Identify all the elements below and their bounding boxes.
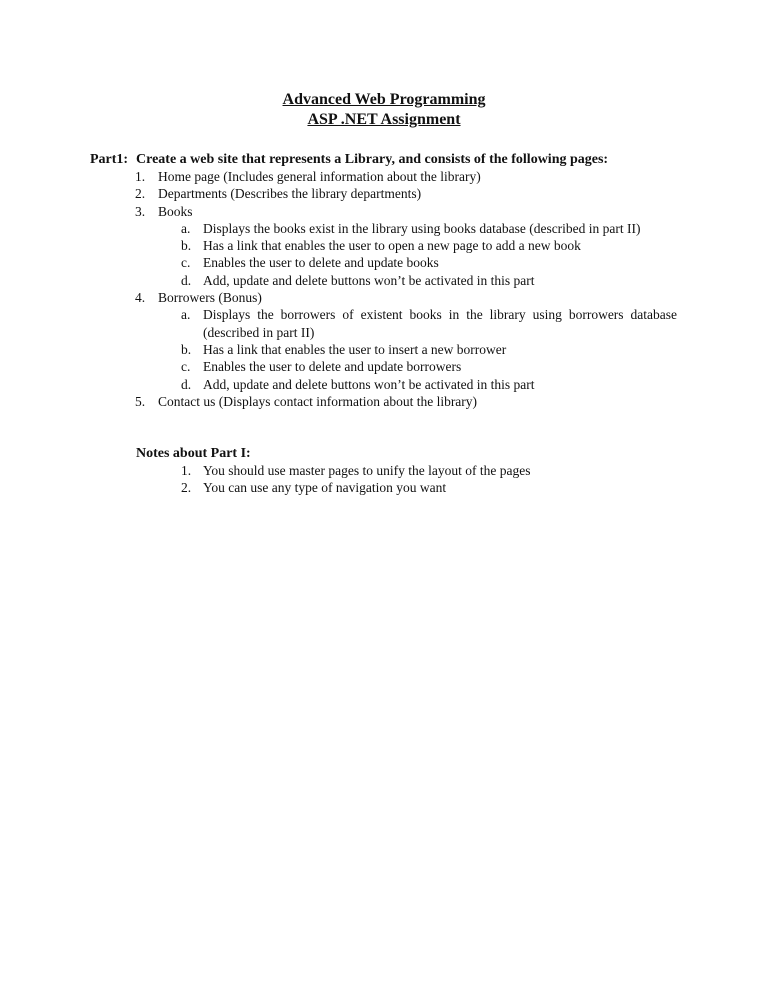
list-item	[90, 185, 680, 202]
sub-item-letter: b.	[181, 238, 192, 254]
list-item-text: Departments (Describes the library departments)	[158, 186, 422, 202]
sub-list-item	[90, 376, 680, 393]
sub-list-item	[90, 237, 680, 254]
part1-label: Part1:	[90, 152, 129, 167]
part1-heading	[90, 151, 608, 169]
sub-item-text: Enables the user to delete and update books	[203, 255, 439, 271]
list-item	[90, 168, 680, 185]
list-item-text: Contact us (Displays contact information about the library)	[158, 393, 478, 409]
list-item	[90, 393, 680, 410]
list-item-number: 1.	[135, 169, 146, 184]
notes-item-text: You can use any type of navigation you want	[203, 480, 447, 496]
sub-item-text: Displays the borrowers of existent books in the library using borrowers database (described in part II)	[203, 307, 677, 340]
list-item	[90, 289, 680, 306]
notes-list	[90, 462, 680, 497]
sub-item-letter: d.	[181, 272, 192, 288]
notes-item-number: 1.	[181, 463, 192, 478]
sub-item-letter: d.	[181, 376, 192, 392]
list-item	[90, 203, 680, 220]
sub-item-letter: a.	[181, 307, 191, 323]
notes-item	[90, 479, 680, 496]
list-item-text: Borrowers (Bonus)	[158, 290, 262, 306]
sub-item-letter: b.	[181, 341, 192, 357]
title-line-2: ASP .NET Assignment	[307, 111, 461, 128]
document-title	[0, 90, 768, 130]
sub-item-letter: c.	[181, 359, 191, 375]
part1-list	[90, 168, 680, 410]
list-item-number: 2.	[135, 186, 146, 202]
sub-item-text: Enables the user to delete and update borrowers	[203, 359, 462, 375]
sub-item-text: Has a link that enables the user to open a new page to add a new book	[203, 238, 581, 254]
notes-item-number: 2.	[181, 480, 192, 496]
list-item-text: Home page (Includes general information about the library)	[158, 169, 481, 184]
list-item-text: Books	[158, 203, 193, 219]
sub-item-letter: a.	[181, 220, 191, 236]
sub-list-item	[90, 254, 680, 271]
sub-item-text: Has a link that enables the user to insert a new borrower	[203, 341, 507, 357]
sub-list-item	[90, 358, 680, 375]
sub-item-text: Displays the books exist in the library using books database (described in part II)	[203, 220, 641, 236]
list-item-number: 5.	[135, 393, 146, 409]
sub-list-item	[90, 272, 680, 289]
notes-item	[90, 462, 680, 479]
list-item-number: 3.	[135, 203, 146, 219]
sub-item-text: Add, update and delete buttons won’t be activated in this part	[203, 272, 535, 288]
sub-list-item	[90, 341, 680, 358]
notes-item-text: You should use master pages to unify the layout of the pages	[203, 463, 531, 478]
sub-item-letter: c.	[181, 255, 191, 271]
part1-heading-text: Create a web site that represents a Library, and consists of the following pages:	[136, 152, 609, 167]
notes-heading: Notes about Part I:	[136, 446, 251, 461]
list-item-number: 4.	[135, 290, 146, 306]
title-line-1: Advanced Web Programming	[282, 91, 486, 108]
sub-list-item	[90, 220, 680, 237]
sub-list-item	[90, 306, 680, 341]
sub-item-text: Add, update and delete buttons won’t be activated in this part	[203, 376, 535, 392]
